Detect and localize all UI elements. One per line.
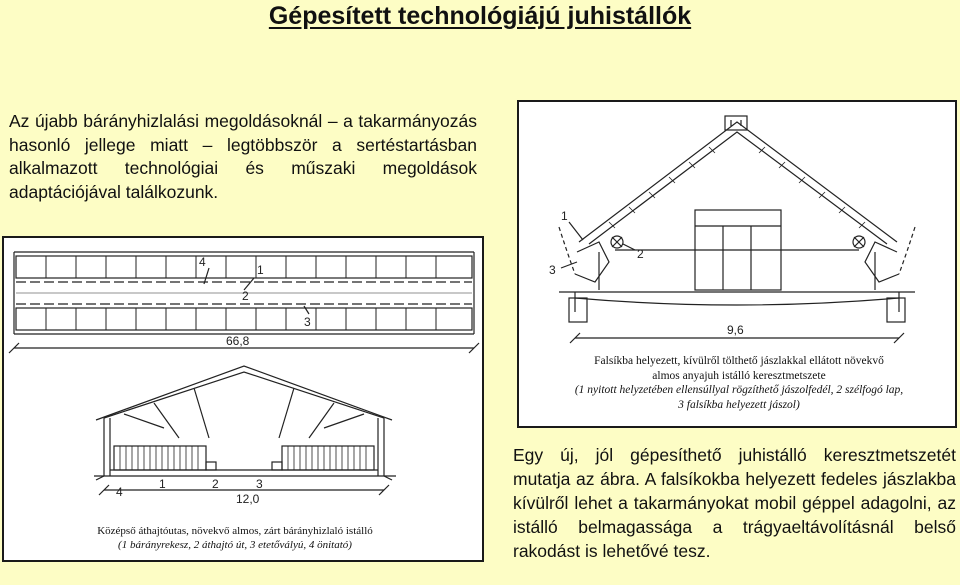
ewe-barn-caption-line1: Falsíkba helyezett, kívülről tölthető jászlakkal ellátott növekvő [594, 355, 884, 367]
section-dimension: 12,0 [236, 492, 260, 506]
section-label-4: 4 [116, 485, 123, 499]
ewe-dimension: 9,6 [727, 323, 744, 337]
plan-label-2: 2 [242, 289, 249, 303]
plan-dimension: 66,8 [226, 334, 250, 348]
ewe-barn-caption-line3: (1 nyitott helyzetében ellensúllyal rögzíthető jászolfedél, 2 szélfogó lap, [574, 384, 904, 396]
section-label-2: 2 [212, 477, 219, 491]
intro-paragraph: Az újabb bárányhizlalási megoldásoknál – a takarmányozás hasonló jellege miatt – legtöbbször a sertéstartásban alkalmazott technológiai és műszaki megoldások adaptációjával találkozunk. [9, 111, 477, 202]
ewe-barn-figure [517, 100, 957, 428]
ewe-barn-caption-line4: 3 falsíkba helyezett jászol) [678, 398, 800, 411]
fattening-barn-caption-line1: Középső áthajtóutas, növekvő almos, zárt bárányhizlaló istálló [97, 525, 373, 537]
fattening-barn-drawing [4, 238, 482, 560]
plan-label-1: 1 [257, 263, 264, 277]
ewe-label-1: 1 [561, 209, 568, 223]
ewe-barn-caption [539, 354, 939, 412]
fattening-barn-figure [2, 236, 484, 562]
page-title: Gépesített technológiájú juhistállók [268, 2, 692, 30]
description-paragraph: Egy új, jól gépesíthető juhistálló keresztmetszetét mutatja az ábra. A falsíkokba helyezett fedeles jászlakba kívülről lehet a takarmányokat mobil géppel adagolni, az istálló belmagassága a trágyaeltávolításnál belső rakodást is lehetővé tesz. [513, 445, 956, 561]
fattening-barn-caption [55, 524, 415, 552]
section-label-3: 3 [256, 477, 263, 491]
ewe-label-3: 3 [549, 263, 556, 277]
ewe-barn-caption-line2: almos anyajuh istálló keresztmetszete [652, 369, 826, 382]
section-label-1: 1 [159, 477, 166, 491]
ewe-label-2: 2 [637, 247, 644, 261]
plan-label-4: 4 [199, 255, 206, 269]
plan-label-3: 3 [304, 315, 311, 329]
fattening-barn-caption-line2: (1 bárányrekesz, 2 áthajtó út, 3 etetővályú, 4 önitató) [118, 539, 352, 551]
